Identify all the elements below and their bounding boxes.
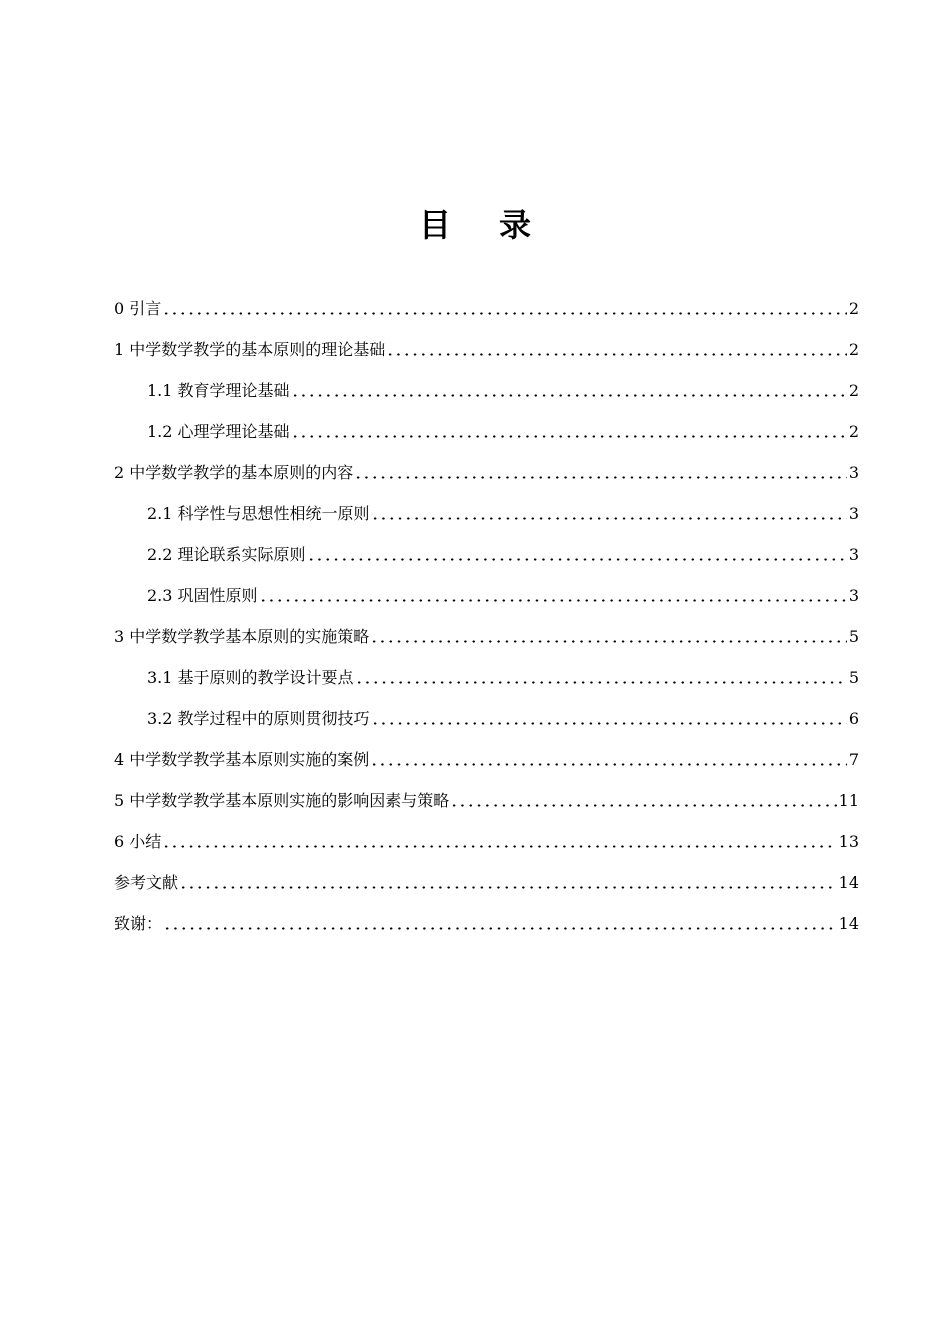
dot-leader bbox=[162, 312, 847, 315]
toc-entry-label: 2.2 理论联系实际原则 bbox=[147, 545, 306, 564]
toc-entry-label: 0 引言 bbox=[114, 299, 162, 318]
dot-leader bbox=[291, 435, 847, 438]
toc-entry-page: 14 bbox=[838, 873, 859, 892]
dot-leader bbox=[386, 353, 847, 356]
dot-leader bbox=[162, 845, 836, 848]
toc-title-char: 目 bbox=[418, 206, 451, 244]
toc-entry[interactable] bbox=[114, 772, 859, 813]
toc-entry[interactable] bbox=[114, 813, 859, 854]
toc-entry-label: 1.1 教育学理论基础 bbox=[147, 381, 290, 400]
dot-leader bbox=[354, 476, 847, 479]
toc-entry-page: 5 bbox=[848, 627, 859, 646]
toc-entry-page: 7 bbox=[848, 750, 859, 769]
dot-leader bbox=[450, 804, 836, 807]
toc-entry-label: 3.2 教学过程中的原则贯彻技巧 bbox=[147, 709, 370, 728]
toc-entry[interactable] bbox=[114, 362, 859, 403]
toc-entry-label: 4 中学数学教学基本原则实施的案例 bbox=[114, 750, 370, 769]
toc-entry[interactable] bbox=[114, 444, 859, 485]
toc-entry-label: 6 小结 bbox=[114, 832, 162, 851]
toc-entry-label: 2 中学数学教学的基本原则的内容 bbox=[114, 463, 354, 482]
toc-entry[interactable] bbox=[114, 895, 859, 936]
toc-entry-label: 3.1 基于原则的教学设计要点 bbox=[147, 668, 354, 687]
toc-entry-page: 3 bbox=[848, 504, 859, 523]
toc-entry-label: 5 中学数学教学基本原则实施的影响因素与策略 bbox=[114, 791, 450, 810]
toc-entry-page: 14 bbox=[838, 914, 859, 933]
toc-entry-page: 11 bbox=[838, 791, 859, 810]
toc-entry-page: 13 bbox=[838, 832, 859, 851]
toc-entry-label: 致谢： bbox=[114, 914, 163, 933]
toc-entry-page: 2 bbox=[848, 299, 859, 318]
dot-leader bbox=[291, 394, 847, 397]
toc-entry[interactable] bbox=[114, 321, 859, 362]
toc-entry-label: 3 中学数学教学基本原则的实施策略 bbox=[114, 627, 370, 646]
toc-entry-page: 2 bbox=[848, 422, 859, 441]
toc-entry-page: 6 bbox=[848, 709, 859, 728]
dot-leader bbox=[371, 722, 847, 725]
toc-entry-page: 3 bbox=[848, 463, 859, 482]
toc-entry-label: 2.1 科学性与思想性相统一原则 bbox=[147, 504, 370, 523]
toc-entry-page: 5 bbox=[848, 668, 859, 687]
toc-entry-page: 3 bbox=[848, 586, 859, 605]
toc-entry-page: 2 bbox=[848, 340, 859, 359]
toc-entry[interactable] bbox=[114, 526, 859, 567]
toc-entry[interactable] bbox=[114, 485, 859, 526]
toc-entry[interactable] bbox=[114, 854, 859, 895]
dot-leader bbox=[307, 558, 847, 561]
toc-entry-page: 3 bbox=[848, 545, 859, 564]
toc-entry-label: 1 中学数学教学的基本原则的理论基础 bbox=[114, 340, 386, 359]
dot-leader bbox=[370, 763, 847, 766]
dot-leader bbox=[179, 886, 837, 889]
toc-entry-label: 2.3 巩固性原则 bbox=[147, 586, 258, 605]
toc-entry-label: 参考文献 bbox=[114, 873, 179, 892]
toc-entry[interactable] bbox=[114, 608, 859, 649]
toc-entry[interactable] bbox=[114, 731, 859, 772]
dot-leader bbox=[259, 599, 847, 602]
dot-leader bbox=[163, 927, 837, 930]
toc-entry-page: 2 bbox=[848, 381, 859, 400]
toc-entry[interactable] bbox=[114, 567, 859, 608]
toc-title-char: 录 bbox=[499, 206, 532, 244]
dot-leader bbox=[355, 681, 847, 684]
dot-leader bbox=[371, 517, 847, 520]
toc-title bbox=[0, 200, 950, 246]
toc-entry[interactable] bbox=[114, 280, 859, 321]
dot-leader bbox=[370, 640, 847, 643]
toc-entry[interactable] bbox=[114, 403, 859, 444]
toc-entry[interactable] bbox=[114, 690, 859, 731]
toc-entry-label: 1.2 心理学理论基础 bbox=[147, 422, 290, 441]
toc-entry[interactable] bbox=[114, 649, 859, 690]
table-of-contents bbox=[114, 280, 859, 936]
